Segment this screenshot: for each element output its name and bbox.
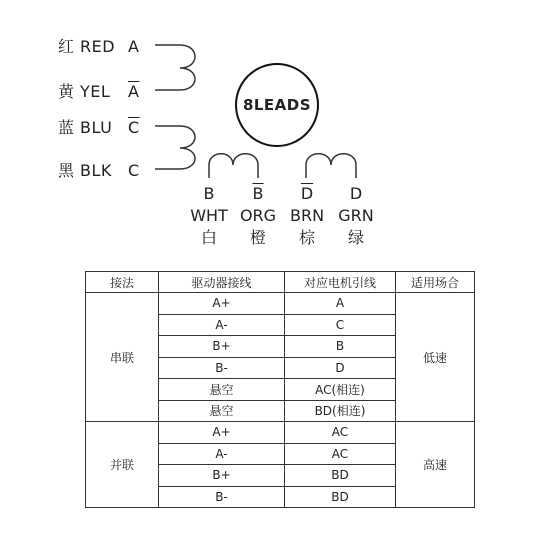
coil-a-bracket xyxy=(155,45,195,90)
lead-en-label: WHT xyxy=(190,206,228,225)
wire-pin-label: $\overline{C}$ xyxy=(128,118,140,137)
lead-cn-label: 绿 xyxy=(347,228,364,247)
usage-parallel: 高速 xyxy=(396,422,475,508)
motor-cell: BD(相连) xyxy=(285,400,396,422)
driver-cell: 悬空 xyxy=(159,379,285,401)
driver-cell: A- xyxy=(159,314,285,336)
usage-series: 低速 xyxy=(396,293,475,422)
lead-brown xyxy=(282,183,332,249)
lead-cn-label: 橙 xyxy=(249,228,266,247)
lead-orange xyxy=(233,183,283,249)
wire-cn-label: 黑 xyxy=(58,161,75,180)
method-parallel: 并联 xyxy=(86,422,159,508)
header-motor: 对应电机引线 xyxy=(285,272,396,293)
coil-b-loops xyxy=(209,154,258,178)
wire-cn-label: 红 xyxy=(58,37,75,56)
coil-d-loops xyxy=(306,154,356,178)
table-row xyxy=(86,422,475,444)
driver-cell: A- xyxy=(159,443,285,465)
wire-en-label: BLK xyxy=(80,161,112,180)
leads-badge: 8LEADS xyxy=(235,63,319,147)
wire-yellow xyxy=(58,79,139,102)
coil-c-bracket xyxy=(155,126,195,169)
driver-cell: A+ xyxy=(159,422,285,444)
header-method: 接法 xyxy=(86,272,159,293)
motor-cell: AC xyxy=(285,443,396,465)
table-row xyxy=(86,293,475,315)
wire-blue xyxy=(58,115,140,138)
lead-pin-label: $\overline{D}$ xyxy=(300,184,314,203)
wire-cn-label: 蓝 xyxy=(58,118,75,137)
wire-red xyxy=(58,34,139,57)
motor-cell: BD xyxy=(285,486,396,508)
lead-en-label: ORG xyxy=(239,206,277,225)
lead-green xyxy=(331,183,381,249)
connection-table xyxy=(85,271,475,508)
motor-cell: B xyxy=(285,336,396,358)
wire-pin-label: C xyxy=(128,161,140,180)
driver-cell: B+ xyxy=(159,336,285,358)
wire-pin-label: $\overline{A}$ xyxy=(128,82,140,101)
method-series: 串联 xyxy=(86,293,159,422)
motor-cell: AC xyxy=(285,422,396,444)
lead-cn-label: 棕 xyxy=(298,228,315,247)
motor-cell: BD xyxy=(285,465,396,487)
header-usage: 适用场合 xyxy=(396,272,475,293)
lead-cn-label: 白 xyxy=(200,228,217,247)
wire-pin-label: A xyxy=(128,37,140,56)
lead-pin-label: B xyxy=(203,184,215,203)
lead-white xyxy=(184,183,234,249)
driver-cell: B- xyxy=(159,486,285,508)
table-header-row xyxy=(86,272,475,293)
driver-cell: B- xyxy=(159,357,285,379)
driver-cell: B+ xyxy=(159,465,285,487)
lead-pin-label: $\overline{B}$ xyxy=(252,184,264,203)
motor-cell: AC(相连) xyxy=(285,379,396,401)
motor-cell: C xyxy=(285,314,396,336)
wire-en-label: YEL xyxy=(80,82,111,101)
motor-cell: D xyxy=(285,357,396,379)
driver-cell: 悬空 xyxy=(159,400,285,422)
lead-pin-label: D xyxy=(349,184,363,203)
motor-cell: A xyxy=(285,293,396,315)
lead-en-label: BRN xyxy=(289,206,325,225)
lead-en-label: GRN xyxy=(338,206,374,225)
driver-cell: A+ xyxy=(159,293,285,315)
wire-en-label: BLU xyxy=(80,118,113,137)
wire-cn-label: 黄 xyxy=(58,82,75,101)
header-driver: 驱动器接线 xyxy=(159,272,285,293)
wire-black xyxy=(58,158,140,181)
wire-en-label: RED xyxy=(80,37,116,56)
